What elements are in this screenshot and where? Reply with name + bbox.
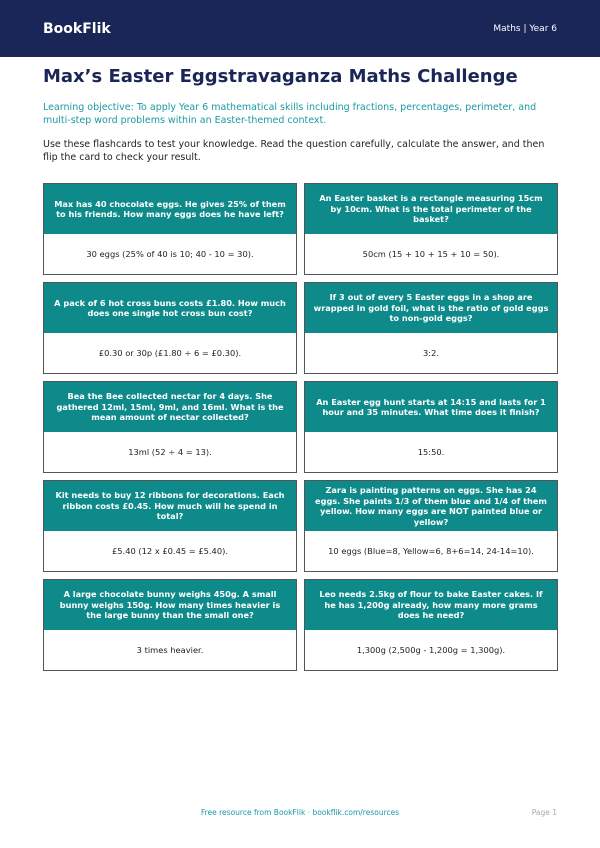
subject-year-label: Maths | Year 6 [493,23,557,34]
flashcard-answer: 50cm (15 + 10 + 15 + 10 = 50). [362,249,500,259]
flashcard[interactable] [43,381,297,473]
flashcard[interactable] [43,282,297,374]
flashcard-answer: £0.30 or 30p (£1.80 ÷ 6 = £0.30). [98,348,242,358]
flashcard-question: An Easter basket is a rectangle measuring 15cm by 10cm. What is the total perimeter of the basket? [305,184,557,234]
flashcard[interactable] [43,183,297,275]
footer-resource-link[interactable]: Free resource from BookFlik · bookflik.com/resources [200,808,400,817]
flashcard-answer: 3:2. [423,348,439,358]
flashcard-question: Max has 40 chocolate eggs. He gives 25% of them to his friends. How many eggs does he have left? [44,184,296,234]
flashcard-question: A pack of 6 hot cross buns costs £1.80. How much does one single hot cross bun cost? [44,283,296,333]
flashcard-answer: 30 eggs (25% of 40 is 10; 40 - 10 = 30). [86,249,254,259]
flashcard[interactable] [304,282,558,374]
flashcard[interactable] [304,480,558,572]
flashcard-question: Leo needs 2.5kg of flour to bake Easter cakes. If he has 1,200g already, how many more grams does he need? [305,580,557,630]
learning-objective: Learning objective: To apply Year 6 mathematical skills including fractions, percentages, perimeter, and multi-step word problems within an Easter-themed context. [43,102,537,126]
flashcard-answer: 13ml (52 ÷ 4 = 13). [128,447,212,457]
flashcard-question: If 3 out of every 5 Easter eggs in a shop are wrapped in gold foil, what is the ratio of gold eggs to non-gold eggs? [305,283,557,333]
brand-logo-text[interactable]: BookFlik [43,20,111,37]
top-header-bar [0,0,600,57]
flashcard[interactable] [304,381,558,473]
flashcard[interactable] [304,579,558,671]
flashcard[interactable] [43,480,297,572]
flashcard-answer: 3 times heavier. [136,645,204,655]
page-number: Page 1 [531,808,557,817]
flashcard-question: A large chocolate bunny weighs 450g. A small bunny weighs 150g. How many times heavier is the large bunny than the small one? [44,580,296,630]
flashcard-grid [43,183,558,671]
flashcard[interactable] [304,183,558,275]
flashcard-answer: 15:50. [417,447,445,457]
instructions-text: Use these flashcards to test your knowledge. Read the question carefully, calculate the answer, and then flip the card to check your result. [43,139,545,163]
flashcard-question: Zara is painting patterns on eggs. She has 24 eggs. She paints 1/3 of them blue and 1/4 of them yellow. How many eggs are NOT painted blue or yellow? [305,481,557,531]
flashcard-answer: 1,300g (2,500g - 1,200g = 1,300g). [356,645,506,655]
flashcard-answer: 10 eggs (Blue=8, Yellow=6, 8+6=14, 24-14=10). [328,546,534,556]
flashcard-question: An Easter egg hunt starts at 14:15 and lasts for 1 hour and 35 minutes. What time does it finish? [305,382,557,432]
flashcard-question: Kit needs to buy 12 ribbons for decorations. Each ribbon costs £0.45. How much will he spend in total? [44,481,296,531]
flashcard[interactable] [43,579,297,671]
flashcard-question: Bea the Bee collected nectar for 4 days. She gathered 12ml, 15ml, 9ml, and 16ml. What is the mean amount of nectar collected? [44,382,296,432]
flashcard-answer: £5.40 (12 x £0.45 = £5.40). [112,546,228,556]
page-title: Max’s Easter Eggstravaganza Maths Challenge [43,66,518,87]
